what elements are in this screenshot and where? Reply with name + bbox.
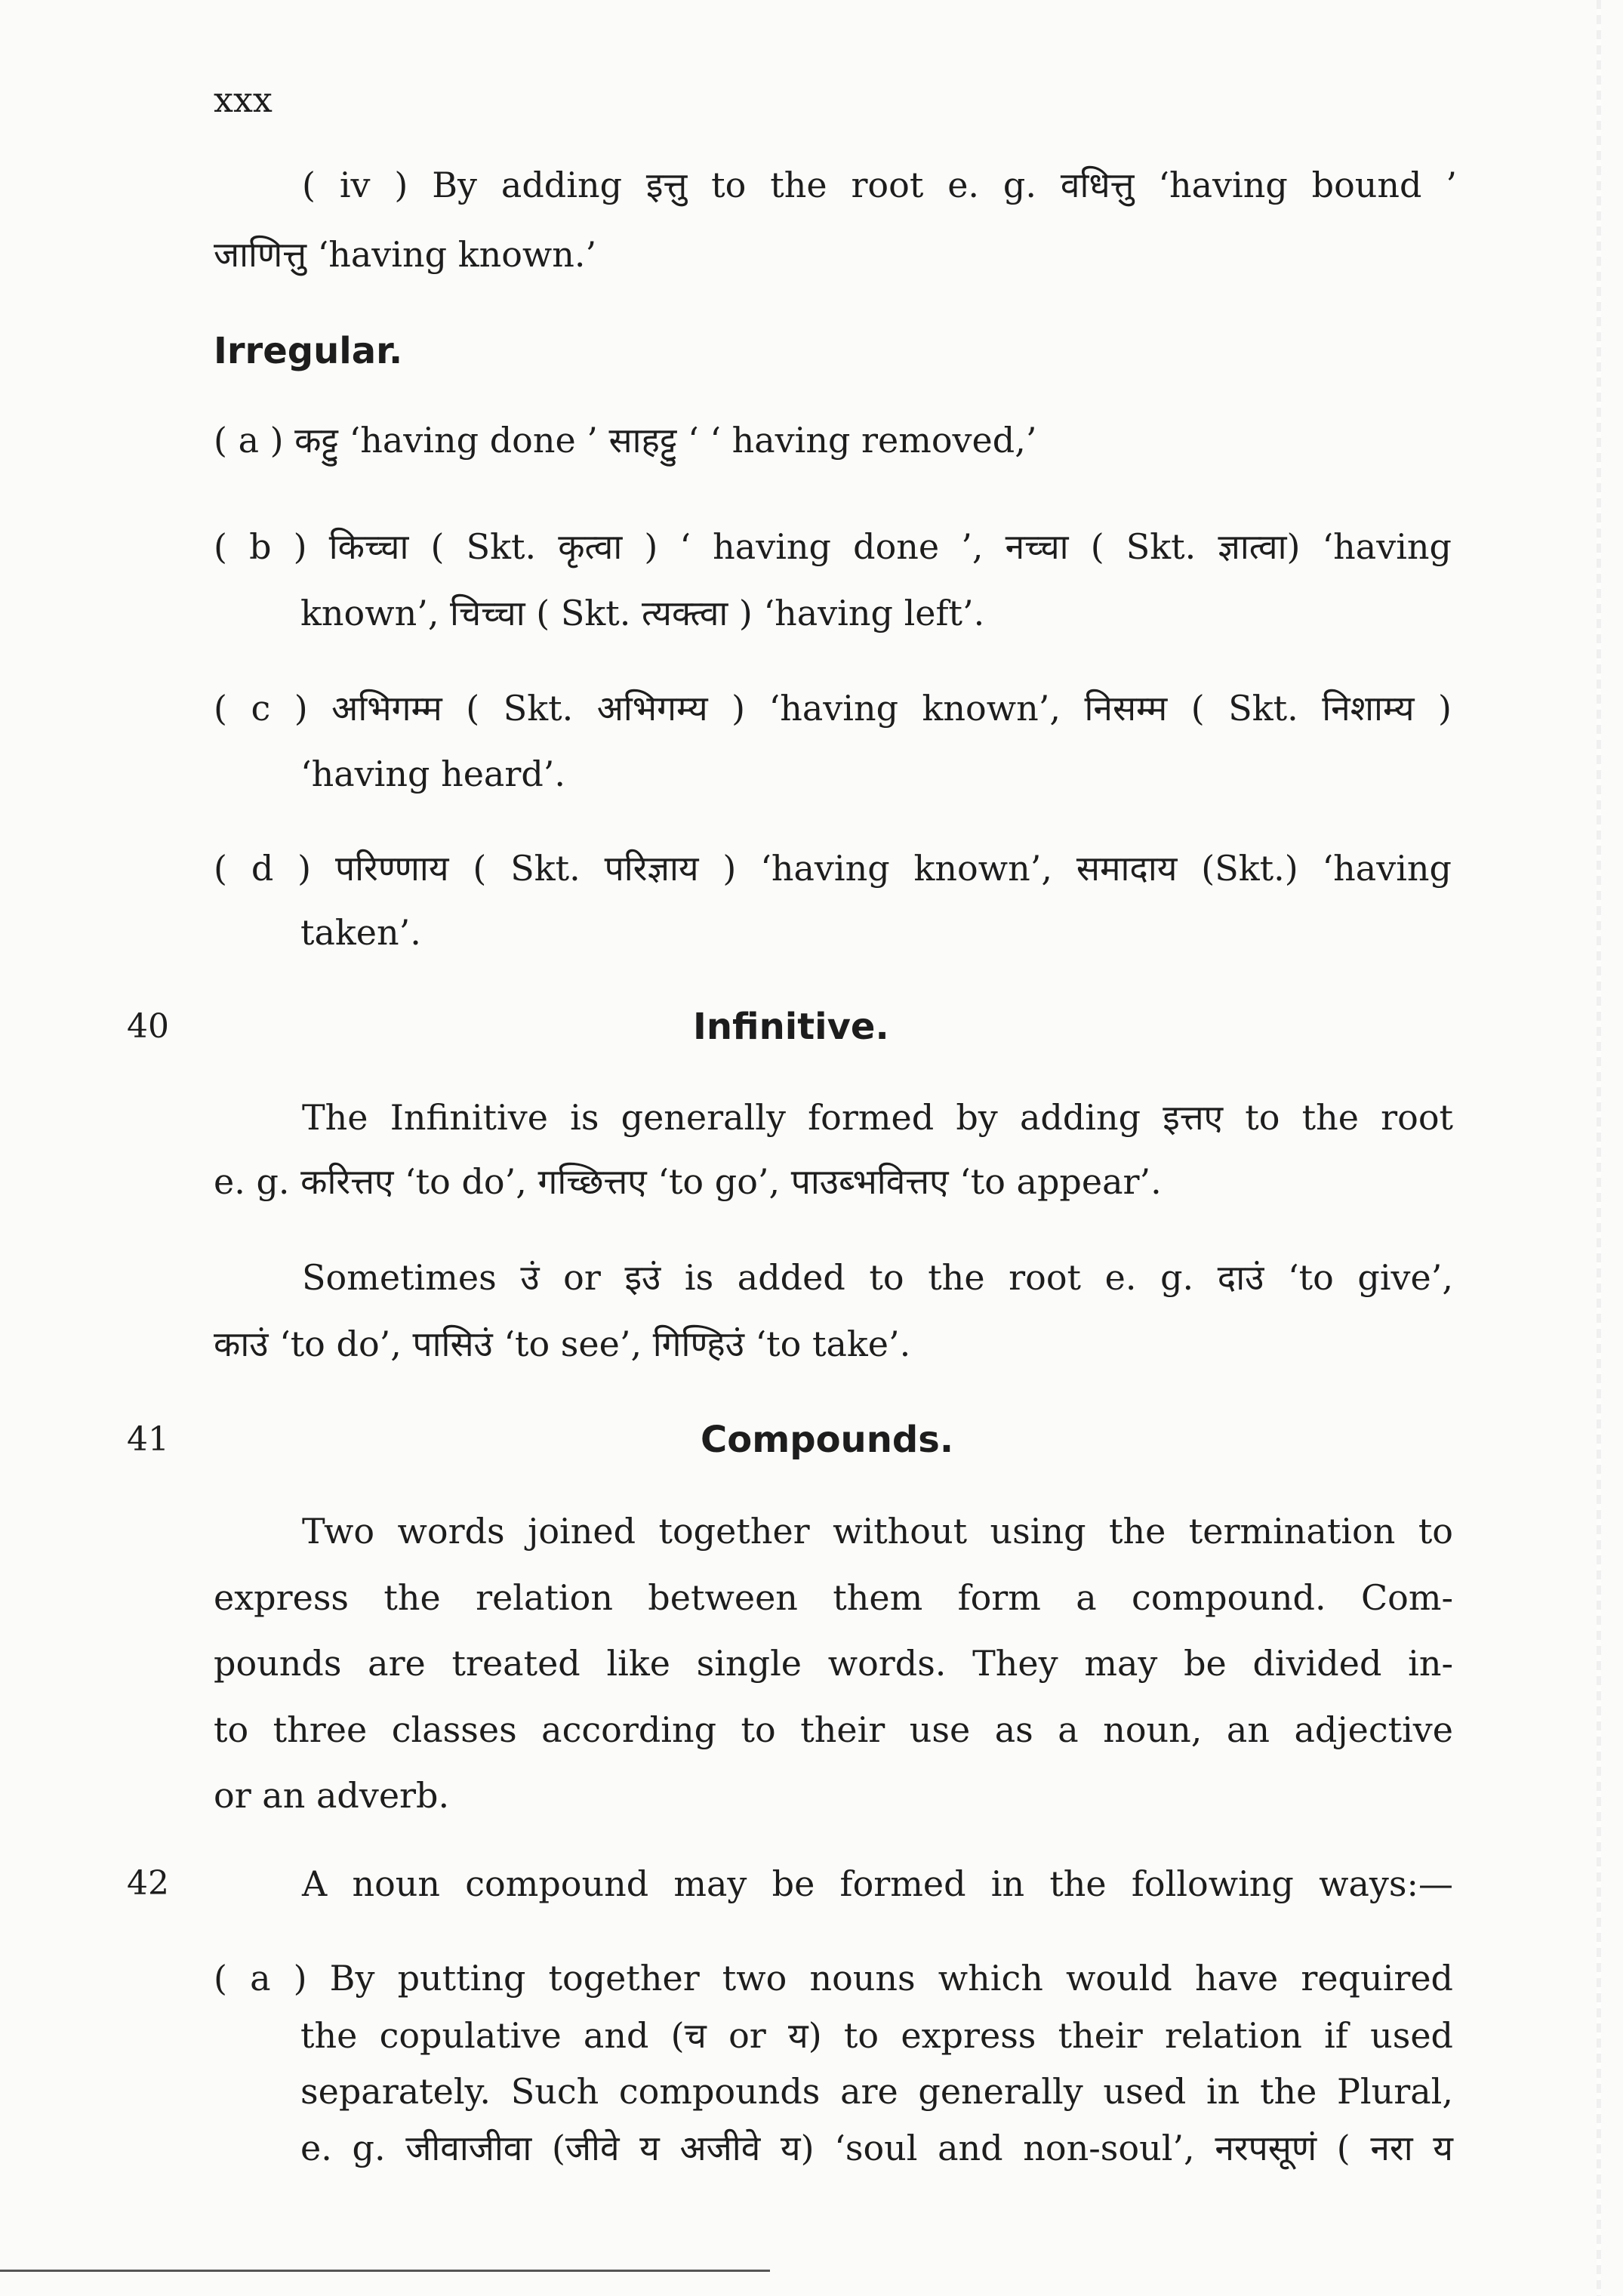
text-line: pounds are treated like single words. They may be divided in- [214, 1643, 1453, 1684]
text-line: A noun compound may be formed in the following ways:— [302, 1863, 1453, 1904]
text-line: ( a ) By putting together two nouns which would have required [214, 1958, 1453, 1999]
text-line: ( d ) परिण्णाय ( Skt. परिज्ञाय ) ‘having known’, समादाय (Skt.) ‘having [214, 848, 1452, 889]
text-line: to three classes according to their use as a noun, an adjective [214, 1709, 1453, 1750]
bottom-rule [0, 2270, 770, 2272]
text-line: separately. Such compounds are generally used in the Plural, [300, 2071, 1453, 2112]
text-line: Sometimes उं or इउं is added to the root e. g. दाउं ‘to give’, [302, 1257, 1453, 1298]
text-line: ( c ) अभिगम्म ( Skt. अभिगम्य ) ‘having known’, निसम्म ( Skt. निशाम्य ) [214, 688, 1452, 729]
section-number: 40 [127, 1007, 169, 1046]
heading-irregular: Irregular. [214, 330, 403, 372]
text-line: The Infinitive is generally formed by adding इत्तए to the root [302, 1097, 1453, 1138]
text-line: e. g. करित्तए ‘to do’, गच्छित्तए ‘to go’, पाउब्भवित्तए ‘to appear’. [214, 1161, 1162, 1202]
text-line: जाणित्तु ‘having known.’ [214, 234, 597, 275]
heading-infinitive: Infinitive. [693, 1006, 889, 1048]
text-line: काउं ‘to do’, पासिउं ‘to see’, गिण्हिउं ‘to take’. [214, 1324, 911, 1364]
text-line: or an adverb. [214, 1775, 450, 1816]
page-edge-shadow [1597, 0, 1601, 2296]
text-line: ( a ) कट्टु ‘having done ’ साहट्टु ‘ ‘ having removed,’ [214, 420, 1037, 461]
text-line: ( b ) किच्चा ( Skt. कृत्वा ) ‘ having done ’, नच्चा ( Skt. ज्ञात्वा) ‘having [214, 526, 1452, 567]
page-number: xxx [214, 79, 273, 120]
text-line: express the relation between them form a compound. Com- [214, 1577, 1453, 1618]
text-line: the copulative and (च or य) to express their relation if used [300, 2015, 1453, 2056]
text-line: taken’. [300, 912, 421, 953]
section-number: 41 [127, 1420, 169, 1459]
text-line: known’, चिच्चा ( Skt. त्यक्त्वा ) ‘having left’. [300, 593, 985, 633]
heading-compounds: Compounds. [701, 1419, 954, 1461]
text-line: e. g. जीवाजीवा (जीवे य अजीवे य) ‘soul and non-soul’, नरपसूणं ( नरा य [300, 2128, 1453, 2168]
text-line: Two words joined together without using the termination to [302, 1511, 1453, 1552]
text-line: ‘having heard’. [300, 754, 566, 794]
text-line: ( iv ) By adding इत्तु to the root e. g. वधित्तु ‘having bound ’ [302, 165, 1457, 205]
section-number: 42 [127, 1864, 169, 1903]
